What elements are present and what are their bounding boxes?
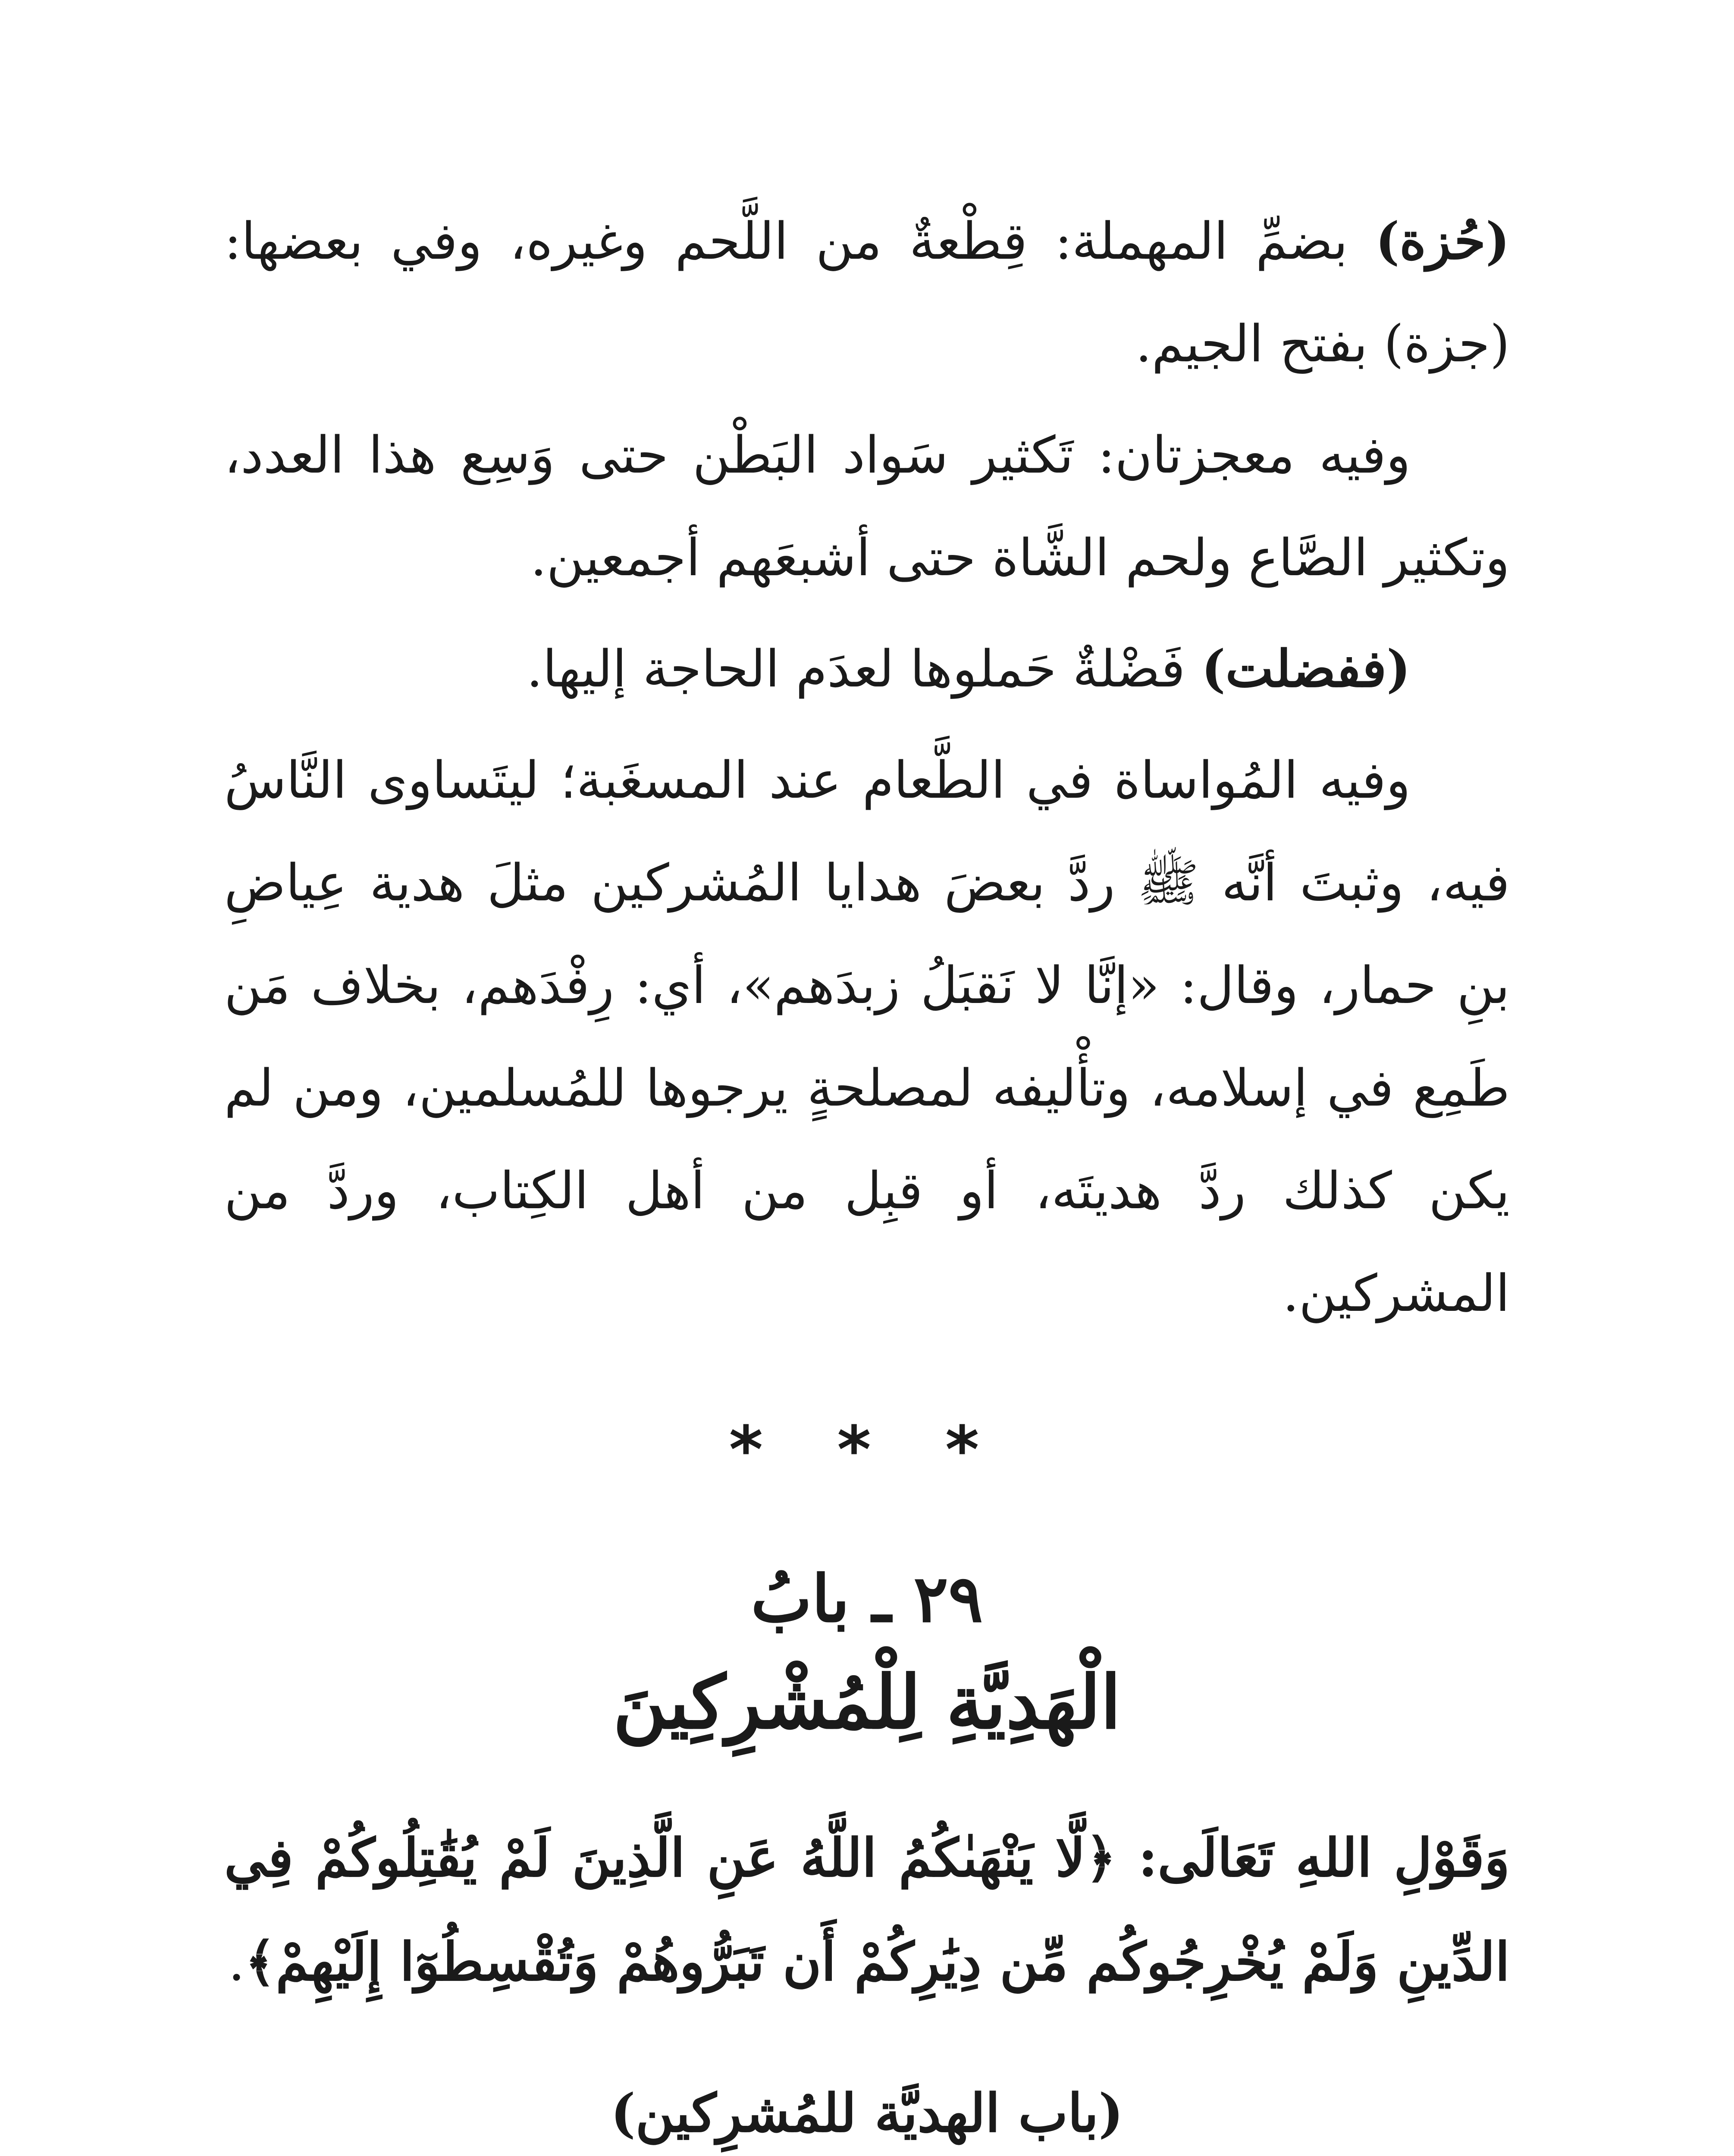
chapter-title: الْهَدِيَّةِ لِلْمُشْرِكِينَ: [613, 1659, 1121, 1745]
paragraph-text: وفيه معجزتان: تَكثير سَواد البَطْن حتى وَسِع هذا العدد، وتكثير الصَّاع ولحم الشَّاة حتى أشبعَهم أجمعين.: [224, 425, 1510, 587]
section-separator: * * *: [729, 1413, 1005, 1488]
paragraph-text: فَضْلةٌ حَملوها لعدَم الحاجة إليها.: [526, 639, 1201, 699]
term-huzza: (حُزة): [1375, 211, 1510, 271]
paragraph-text: بضمِّ المهملة: قِطْعةٌ من اللَّحم وغيره، وفي بعضها: (جزة) بفتح الجيم.: [224, 211, 1510, 373]
paragraph-text: وفيه المُواساة في الطَّعام عند المسغَبة؛ ليتَساوى النَّاسُ فيه، وثبتَ أنَّه ﷺ ردَّ بعضَ هدايا المُشركين مثلَ هدية عِياضِ بنِ حمار، وقال: «إنَّا لا نَقبَلُ زبدَهم»، أي: رِفْدَهم، بخلاف مَن طَمِع في إسلامه، وتأْليفه لمصلحةٍ يرجوها للمُسلمين، ومن لم يكن كذلك ردَّ هديتَه، أو قبِل من أهل الكِتاب، وردَّ من المشركين.: [224, 750, 1510, 1323]
commentary-paragraph-3: [224, 617, 1510, 720]
term-fafadalat: (ففضلت): [1201, 639, 1411, 699]
commentary-paragraph-1: [224, 190, 1510, 395]
verse-text: ﴿لَّا يَنْهَىٰكُمُ اللَّهُ عَنِ الَّذِينَ لَمْ يُقَٰتِلُوكُمْ فِي الدِّينِ وَلَمْ يُخْرِجُوكُم مِّن دِيَٰرِكُمْ أَن تَبَرُّوهُمْ وَتُقْسِطُوٓا إِلَيْهِمْ﴾: [224, 1827, 1510, 1993]
commentary-paragraph-2: [224, 404, 1510, 609]
verse-intro: وَقَوْلِ اللهِ تَعَالَى:: [1138, 1827, 1510, 1889]
commentary-subtitle: (باب الهديَّة للمُشرِكين): [610, 2082, 1124, 2144]
quran-verse: [224, 1806, 1510, 2014]
chapter-number: ٢٩ ـ بابُ: [751, 1561, 983, 1637]
commentary-paragraph-4: [224, 729, 1510, 1344]
verse-end: .: [228, 1931, 245, 1993]
